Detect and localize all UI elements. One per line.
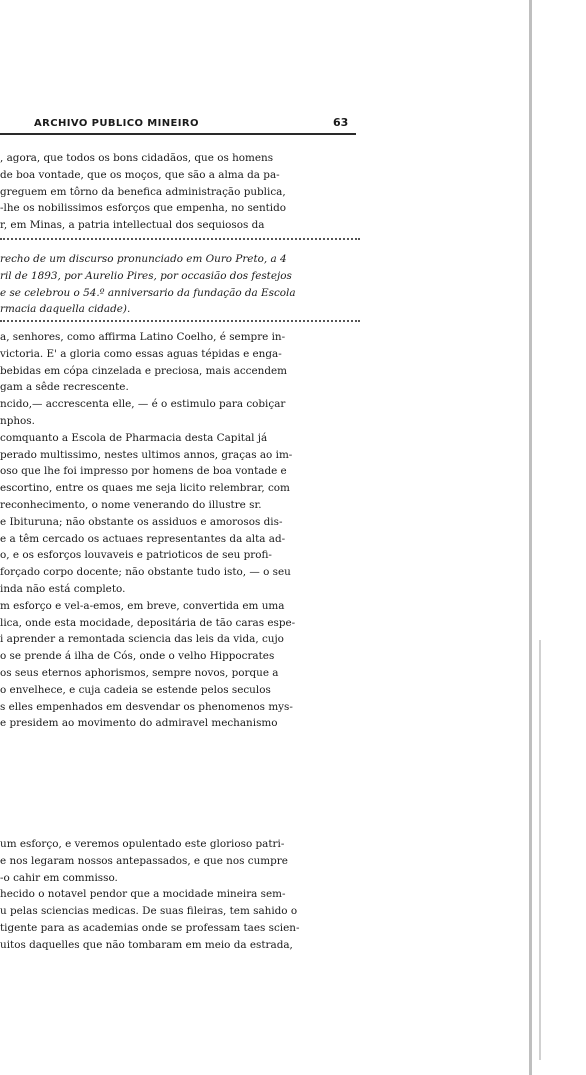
text-line: hecido o notavel pendor que a mocidade mineira sem- <box>0 888 286 901</box>
page-header <box>0 118 356 134</box>
text-line: lica, onde esta mocidade, depositária de tão caras espe- <box>0 616 296 629</box>
text-line: greguem em tôrno da benefica administração publica, <box>0 185 286 198</box>
header-rule <box>0 133 356 135</box>
text-line: comquanto a Escola de Pharmacia desta Capital já <box>0 431 268 444</box>
text-line: inda não está completo. <box>0 582 126 595</box>
text-line: escortino, entre os quaes me seja licito relembrar, com <box>0 482 290 495</box>
paragraph-bottom <box>0 836 364 954</box>
text-line: um esforço, e veremos opulentado este glorioso patri- <box>0 838 285 850</box>
paragraph-main <box>0 329 364 732</box>
speech-caption <box>0 251 364 318</box>
text-line: oso que lhe foi impresso por homens de boa vontade e <box>0 465 287 478</box>
text-line: reconhecimento, o nome venerando do illustre sr. <box>0 498 262 511</box>
text-line: rmacia daquella cidade). <box>0 303 131 316</box>
text-line: ril de 1893, por Aurelio Pires, por occasião dos festejos <box>0 269 292 282</box>
page-number: 63 <box>333 116 349 129</box>
text-line: forçado corpo docente; não obstante tudo isto, — o seu <box>0 566 291 579</box>
text-line: e a têm cercado os actuaes representantes da alta ad- <box>0 532 286 545</box>
text-line: perado multissimo, nestes ultimos annos, graças ao im- <box>0 448 293 461</box>
running-head: ARCHIVO PUBLICO MINEIRO <box>34 118 199 129</box>
text-line: recho de um discurso pronunciado em Ouro Preto, a 4 <box>0 253 287 265</box>
text-line: nphos. <box>0 414 35 427</box>
text-line: e presidem ao movimento do admiravel mechanismo <box>0 717 278 730</box>
text-line: e se celebrou o 54.º anniversario da fundação da Escola <box>0 286 296 299</box>
text-line: i aprender a remontada sciencia das leis da vida, cujo <box>0 633 284 646</box>
dotted-separator-bottom <box>0 320 360 326</box>
text-line: ncido,— accrescenta elle, — é o estimulo para cobiçar <box>0 398 286 411</box>
text-line: gam a sêde recrescente. <box>0 381 129 394</box>
text-line: e Ibituruna; não obstante os assiduos e amorosos dis- <box>0 515 283 528</box>
text-line: bebidas em cópa cinzelada e preciosa, mais accendem <box>0 364 287 377</box>
text-line: a, senhores, como affirma Latino Coelho, é sempre in- <box>0 331 286 343</box>
text-line: o envelhece, e cuja cadeia se estende pelos seculos <box>0 683 271 696</box>
text-line: de boa vontade, que os moços, que são a alma da pa- <box>0 168 280 181</box>
paragraph-top <box>0 150 364 234</box>
text-line: -lhe os nobilissimos esforços que empenha, no sentido <box>0 202 287 215</box>
text-line: uitos daquelles que não tombaram em meio da estrada, <box>0 938 293 951</box>
page-edge-shadow-lower <box>539 640 541 1060</box>
text-line: -o cahir em commisso. <box>0 871 118 884</box>
text-line: o se prende á ilha de Cós, onde o velho Hippocrates <box>0 650 275 663</box>
text-line: o, e os esforços louvaveis e patrioticos de seu profi- <box>0 549 272 562</box>
dotted-separator-top <box>0 238 360 244</box>
text-line: os seus eternos aphorismos, sempre novos, porque a <box>0 666 279 679</box>
text-line: victoria. E' a gloria como essas aguas tépidas e enga- <box>0 347 282 360</box>
text-line: s elles empenhados em desvendar os phenomenos mys- <box>0 700 293 713</box>
page-edge-shadow <box>529 0 532 1075</box>
text-line: m esforço e vel-a-emos, em breve, convertida em uma <box>0 599 285 612</box>
text-line: tigente para as academias onde se professam taes scien- <box>0 921 300 934</box>
text-line: r, em Minas, a patria intellectual dos sequiosos da <box>0 219 265 232</box>
text-line: e nos legaram nossos antepassados, e que nos cumpre <box>0 854 288 867</box>
text-line: u pelas sciencias medicas. De suas fileiras, tem sahido o <box>0 905 298 918</box>
text-line: , agora, que todos os bons cidadãos, que os homens <box>0 152 274 164</box>
